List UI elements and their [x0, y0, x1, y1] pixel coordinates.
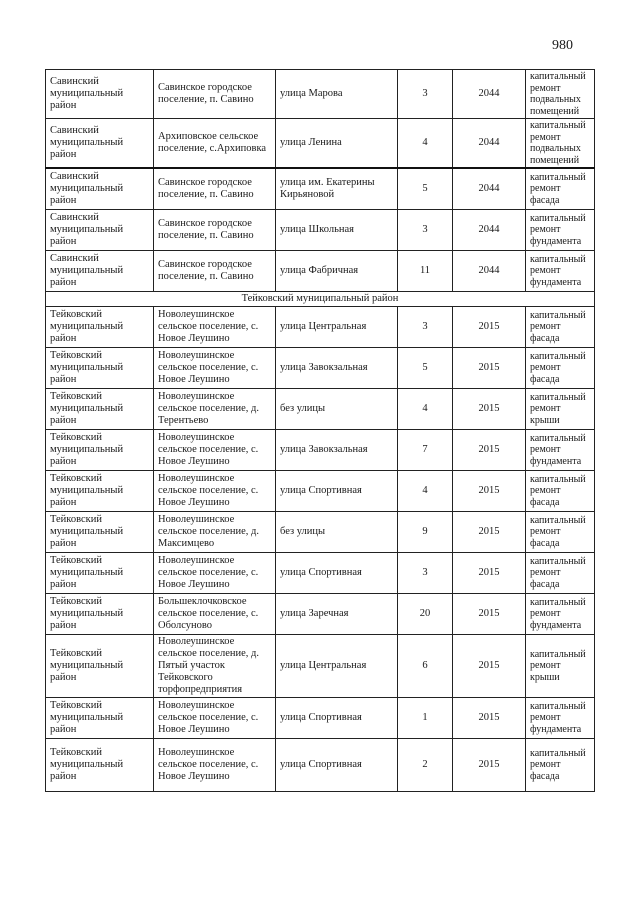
year-cell: 2015 — [453, 348, 526, 389]
table-row — [46, 251, 595, 292]
table-row — [46, 512, 595, 553]
work-type-cell: капитальный ремонт подвальных помещений — [526, 119, 595, 169]
street-cell: улица Фабричная — [276, 251, 398, 292]
settlement-cell: Новолеушинское сельское поселение, с. Новое Леушино — [154, 348, 276, 389]
house-number-cell: 1 — [398, 698, 453, 739]
table-row — [46, 430, 595, 471]
settlement-cell: Новолеушинское сельское поселение, с. Новое Леушино — [154, 739, 276, 792]
house-number-cell: 3 — [398, 553, 453, 594]
street-cell: улица Школьная — [276, 210, 398, 251]
settlement-cell: Савинское городское поселение, п. Савино — [154, 210, 276, 251]
settlement-cell: Новолеушинское сельское поселение, с. Новое Леушино — [154, 430, 276, 471]
year-cell: 2015 — [453, 512, 526, 553]
house-number-cell: 5 — [398, 168, 453, 210]
table-row — [46, 698, 595, 739]
district-cell: Тейковский муниципальный район — [46, 698, 154, 739]
house-number-cell: 2 — [398, 739, 453, 792]
year-cell: 2015 — [453, 553, 526, 594]
house-number-cell: 5 — [398, 348, 453, 389]
street-cell: улица Спортивная — [276, 553, 398, 594]
district-cell: Тейковский муниципальный район — [46, 635, 154, 698]
housing-repair-table — [45, 69, 595, 792]
settlement-cell: Новолеушинское сельское поселение, д. Пятый участок Тейковского торфопредприятия — [154, 635, 276, 698]
year-cell: 2015 — [453, 307, 526, 348]
section-row — [46, 292, 595, 307]
year-cell: 2015 — [453, 739, 526, 792]
work-type-cell: капитальный ремонт фасада — [526, 348, 595, 389]
year-cell: 2015 — [453, 471, 526, 512]
settlement-cell: Новолеушинское сельское поселение, с. Новое Леушино — [154, 698, 276, 739]
house-number-cell: 9 — [398, 512, 453, 553]
year-cell: 2015 — [453, 594, 526, 635]
work-type-cell: капитальный ремонт подвальных помещений — [526, 70, 595, 119]
settlement-cell: Новолеушинское сельское поселение, с. Новое Леушино — [154, 553, 276, 594]
section-title: Тейковский муниципальный район — [46, 292, 595, 307]
year-cell: 2015 — [453, 430, 526, 471]
house-number-cell: 7 — [398, 430, 453, 471]
district-cell: Тейковский муниципальный район — [46, 430, 154, 471]
year-cell: 2044 — [453, 210, 526, 251]
table-row — [46, 389, 595, 430]
work-type-cell: капитальный ремонт фундамента — [526, 594, 595, 635]
house-number-cell: 11 — [398, 251, 453, 292]
district-cell: Тейковский муниципальный район — [46, 512, 154, 553]
settlement-cell: Новолеушинское сельское поселение, с. Новое Леушино — [154, 471, 276, 512]
house-number-cell: 3 — [398, 70, 453, 119]
street-cell: улица Марова — [276, 70, 398, 119]
table-row — [46, 635, 595, 698]
street-cell: улица Завокзальная — [276, 430, 398, 471]
table-section — [46, 292, 595, 307]
street-cell: улица Центральная — [276, 635, 398, 698]
work-type-cell: капитальный ремонт фундамента — [526, 210, 595, 251]
street-cell: улица Ленина — [276, 119, 398, 169]
work-type-cell: капитальный ремонт фасада — [526, 471, 595, 512]
work-type-cell: капитальный ремонт фундамента — [526, 430, 595, 471]
house-number-cell: 20 — [398, 594, 453, 635]
settlement-cell: Савинское городское поселение, п. Савино — [154, 168, 276, 210]
work-type-cell: капитальный ремонт фасада — [526, 739, 595, 792]
street-cell: улица Спортивная — [276, 739, 398, 792]
district-cell: Тейковский муниципальный район — [46, 739, 154, 792]
street-cell: без улицы — [276, 512, 398, 553]
table-row — [46, 307, 595, 348]
year-cell: 2015 — [453, 635, 526, 698]
work-type-cell: капитальный ремонт фасада — [526, 512, 595, 553]
district-cell: Савинский муниципальный район — [46, 70, 154, 119]
work-type-cell: капитальный ремонт крыши — [526, 389, 595, 430]
work-type-cell: капитальный ремонт фасада — [526, 307, 595, 348]
table-body-savino — [46, 70, 595, 292]
year-cell: 2015 — [453, 389, 526, 430]
work-type-cell: капитальный ремонт фундамента — [526, 251, 595, 292]
year-cell: 2044 — [453, 168, 526, 210]
district-cell: Тейковский муниципальный район — [46, 389, 154, 430]
house-number-cell: 4 — [398, 119, 453, 169]
settlement-cell: Савинское городское поселение, п. Савино — [154, 70, 276, 119]
work-type-cell: капитальный ремонт крыши — [526, 635, 595, 698]
street-cell: улица Спортивная — [276, 698, 398, 739]
settlement-cell: Савинское городское поселение, п. Савино — [154, 251, 276, 292]
house-number-cell: 4 — [398, 389, 453, 430]
year-cell: 2015 — [453, 698, 526, 739]
settlement-cell: Большеклочковское сельское поселение, с. Оболсуново — [154, 594, 276, 635]
district-cell: Савинский муниципальный район — [46, 119, 154, 169]
street-cell: улица Спортивная — [276, 471, 398, 512]
table-row — [46, 594, 595, 635]
settlement-cell: Новолеушинское сельское поселение, с. Новое Леушино — [154, 307, 276, 348]
table-row — [46, 553, 595, 594]
district-cell: Тейковский муниципальный район — [46, 471, 154, 512]
house-number-cell: 3 — [398, 307, 453, 348]
table-row — [46, 471, 595, 512]
settlement-cell: Новолеушинское сельское поселение, д. Терентьево — [154, 389, 276, 430]
table-row — [46, 739, 595, 792]
district-cell: Тейковский муниципальный район — [46, 594, 154, 635]
house-number-cell: 6 — [398, 635, 453, 698]
year-cell: 2044 — [453, 251, 526, 292]
street-cell: улица им. Екатерины Кирьяновой — [276, 168, 398, 210]
table-body-teikovo — [46, 307, 595, 792]
street-cell: без улицы — [276, 389, 398, 430]
table-row — [46, 210, 595, 251]
district-cell: Савинский муниципальный район — [46, 210, 154, 251]
work-type-cell: капитальный ремонт фасада — [526, 553, 595, 594]
page-number: 980 — [552, 38, 573, 53]
year-cell: 2044 — [453, 70, 526, 119]
settlement-cell: Архиповское сельское поселение, с.Архиповка — [154, 119, 276, 169]
district-cell: Тейковский муниципальный район — [46, 307, 154, 348]
settlement-cell: Новолеушинское сельское поселение, д. Максимцево — [154, 512, 276, 553]
table-row — [46, 168, 595, 210]
district-cell: Тейковский муниципальный район — [46, 553, 154, 594]
table-row — [46, 70, 595, 119]
house-number-cell: 4 — [398, 471, 453, 512]
house-number-cell: 3 — [398, 210, 453, 251]
year-cell: 2044 — [453, 119, 526, 169]
table-row — [46, 348, 595, 389]
work-type-cell: капитальный ремонт фасада — [526, 168, 595, 210]
street-cell: улица Центральная — [276, 307, 398, 348]
street-cell: улица Заречная — [276, 594, 398, 635]
district-cell: Тейковский муниципальный район — [46, 348, 154, 389]
district-cell: Савинский муниципальный район — [46, 168, 154, 210]
district-cell: Савинский муниципальный район — [46, 251, 154, 292]
work-type-cell: капитальный ремонт фундамента — [526, 698, 595, 739]
table-row — [46, 119, 595, 169]
street-cell: улица Завокзальная — [276, 348, 398, 389]
